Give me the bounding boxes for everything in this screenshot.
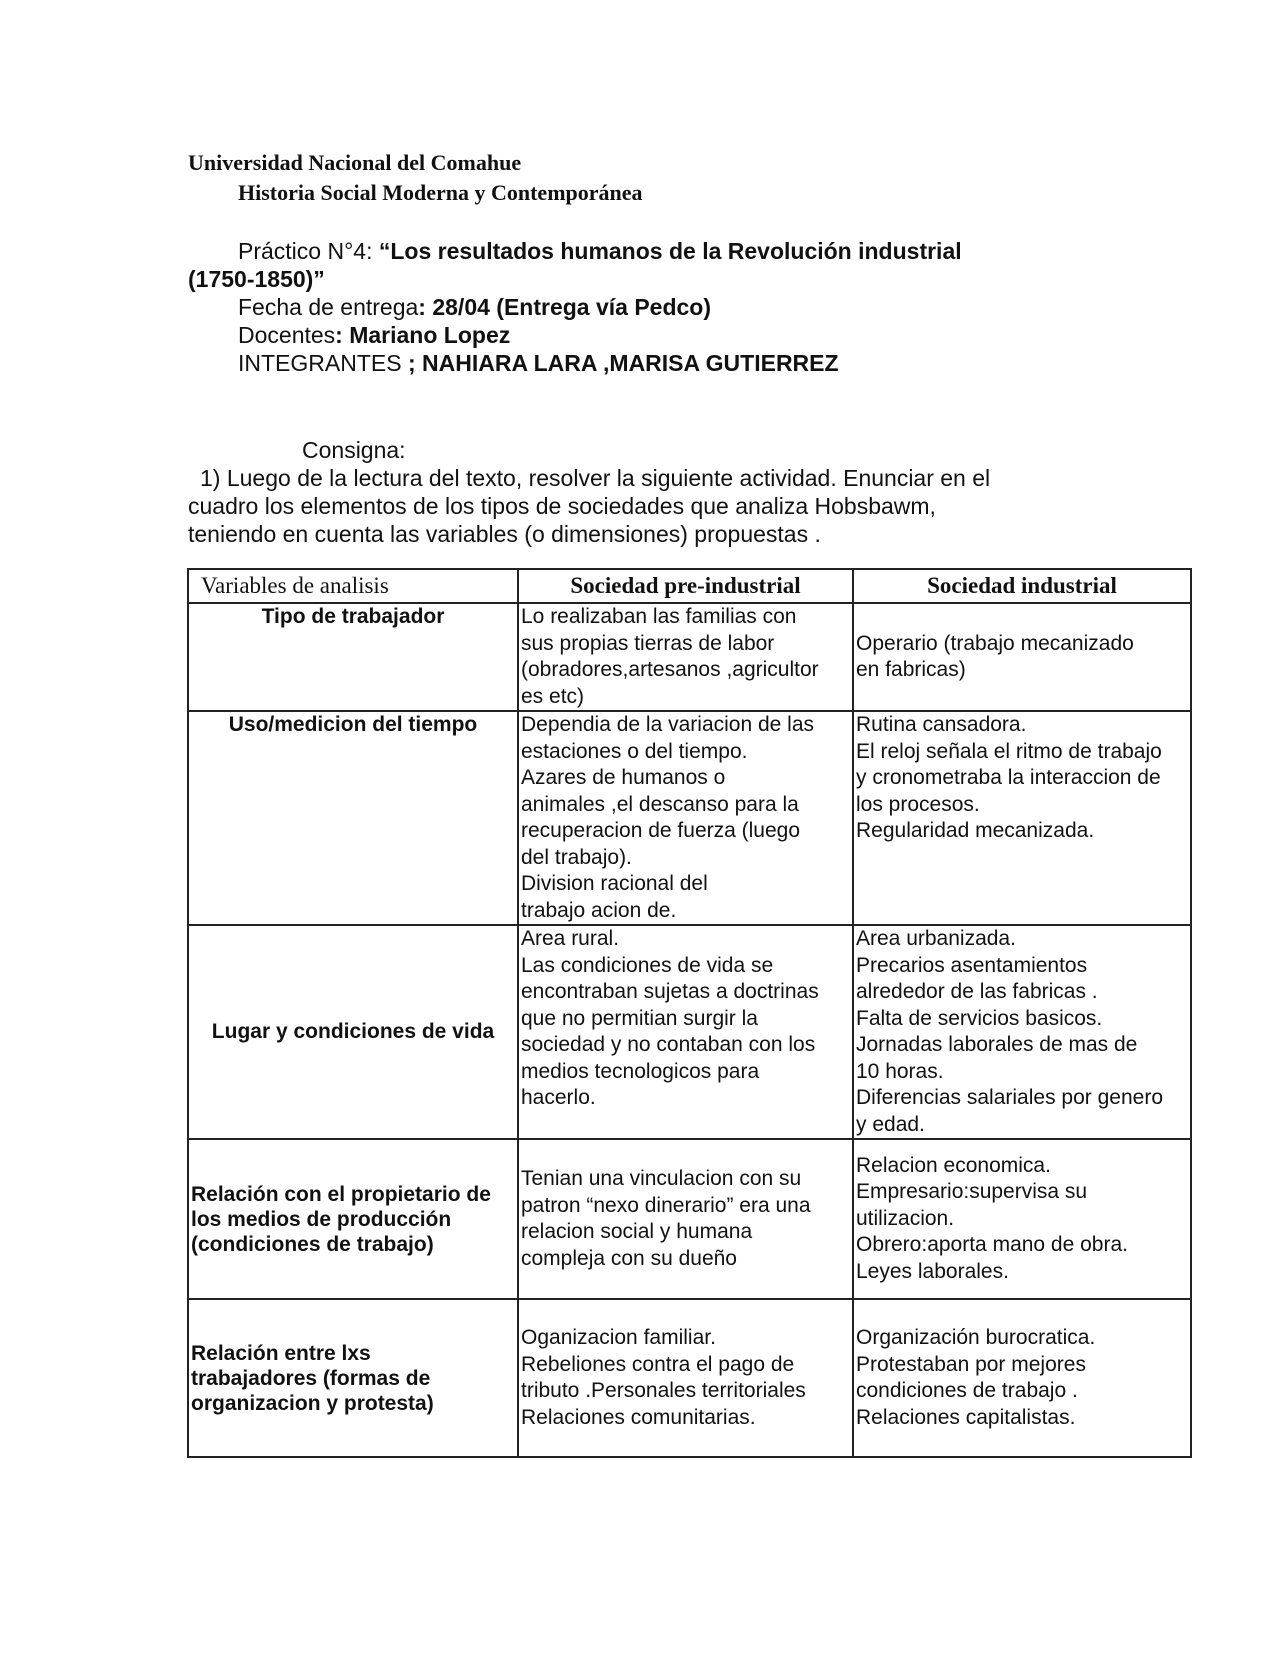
- university-name: Universidad Nacional del Comahue: [188, 150, 522, 175]
- practico-label: Práctico N°4:: [238, 238, 379, 264]
- integrantes-line: [238, 349, 839, 377]
- table-row: [188, 711, 1191, 925]
- consigna-text-2: cuadro los elementos de los tipos de sociedades que analiza Hobsbawm,: [188, 493, 936, 519]
- practico-line: [238, 237, 962, 265]
- fecha-value: : 28/04 (Entrega vía Pedco): [418, 294, 712, 320]
- integrantes-value: ; NAHIARA LARA ,MARISA GUTIERREZ: [407, 350, 839, 376]
- header-industrial: Sociedad industrial: [853, 569, 1191, 603]
- practico-title-continued: (1750-1850)”: [188, 266, 325, 292]
- table-header-row: [188, 569, 1191, 603]
- pre-industrial-cell: Area rural. Las condiciones de vida se encontraban sujetas a doctrinas que no permitian surgir la sociedad y no contaban con los medios tecnologicos para hacerlo.: [518, 925, 853, 1139]
- pre-industrial-cell: Oganizacion familiar. Rebeliones contra el pago de tributo .Personales territoriales Relaciones comunitarias.: [518, 1299, 853, 1457]
- industrial-cell: Area urbanizada. Precarios asentamientos alrededor de las fabricas . Falta de servicios basicos. Jornadas laborales de mas de 10 horas. Diferencias salariales por genero y edad.: [853, 925, 1191, 1139]
- variable-cell: Relación con el propietario de los medios de producción (condiciones de trabajo): [188, 1139, 518, 1299]
- docentes-label: Docentes: [238, 322, 336, 348]
- docentes-line: [238, 321, 510, 349]
- variable-cell: Tipo de trabajador: [188, 603, 518, 711]
- comparison-table: [187, 568, 1192, 1458]
- table-row: [188, 1139, 1191, 1299]
- variable-cell: Uso/medicion del tiempo: [188, 711, 518, 925]
- consigna-label: Consigna:: [302, 437, 406, 463]
- industrial-cell: Relacion economica. Empresario:supervisa su utilizacion. Obrero:aporta mano de obra. Leyes laborales.: [853, 1139, 1191, 1299]
- course-name: Historia Social Moderna y Contemporánea: [238, 180, 643, 205]
- industrial-cell: Operario (trabajo mecanizado en fabricas): [853, 603, 1191, 711]
- table-row: [188, 925, 1191, 1139]
- table-row: [188, 603, 1191, 711]
- fecha-line: [238, 293, 711, 321]
- consigna-text-1: 1) Luego de la lectura del texto, resolver la siguiente actividad. Enunciar en el: [200, 465, 991, 491]
- industrial-cell: Organización burocratica. Protestaban por mejores condiciones de trabajo . Relaciones capitalistas.: [853, 1299, 1191, 1457]
- industrial-cell: Rutina cansadora. El reloj señala el ritmo de trabajo y cronometraba la interaccion de los procesos. Regularidad mecanizada.: [853, 711, 1191, 925]
- practico-title: “Los resultados humanos de la Revolución industrial: [378, 238, 962, 264]
- variable-cell: Lugar y condiciones de vida: [188, 925, 518, 1139]
- table-row: [188, 1299, 1191, 1457]
- pre-industrial-cell: Lo realizaban las familias con sus propias tierras de labor (obradores,artesanos ,agricultor es etc): [518, 603, 853, 711]
- integrantes-label: INTEGRANTES: [238, 350, 408, 376]
- fecha-label: Fecha de entrega: [238, 294, 419, 320]
- docentes-value: : Mariano Lopez: [335, 322, 511, 348]
- pre-industrial-cell: Dependia de la variacion de las estaciones o del tiempo. Azares de humanos o animales ,el descanso para la recuperacion de fuerza (luego del trabajo). Division racional del trabajo acion de.: [518, 711, 853, 925]
- variable-cell: Relación entre lxs trabajadores (formas de organizacion y protesta): [188, 1299, 518, 1457]
- header-pre-industrial: Sociedad pre-industrial: [518, 569, 853, 603]
- consigna-text-3: teniendo en cuenta las variables (o dimensiones) propuestas .: [188, 521, 821, 547]
- pre-industrial-cell: Tenian una vinculacion con su patron “nexo dinerario” era una relacion social y humana compleja con su dueño: [518, 1139, 853, 1299]
- header-variables: Variables de analisis: [188, 569, 518, 603]
